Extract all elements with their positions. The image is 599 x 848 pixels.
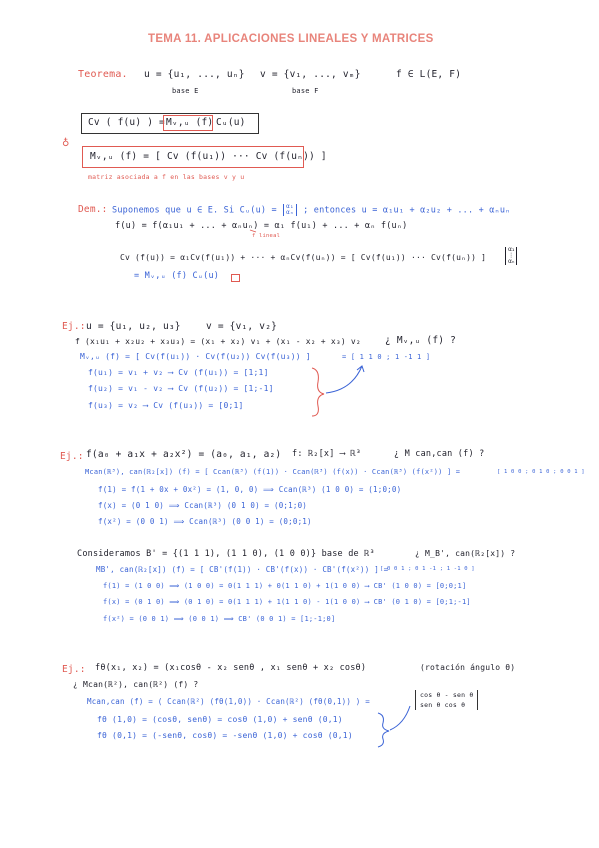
base-f-label: base F: [292, 87, 319, 95]
ej3-r2: fθ (0,1) = (-senθ, cosθ) = -senθ (1,0) + cosθ (0,1): [97, 731, 353, 740]
demo-vec-top: α₁: [286, 203, 294, 210]
ej1-f-def: f (x₁u₁ + x₂u₂ + x₃u₃) = (x₁ + x₂) v₁ + (x₁ - x₂ + x₃) v₂: [75, 337, 361, 346]
teorema-f-def: f ∈ L(E, F): [396, 69, 462, 80]
demo-line3-vec-bot: αₙ: [508, 258, 515, 265]
demo-line1-b: ; entonces u = α₁u₁ + α₂u₂ + ... + αₙuₙ: [303, 205, 511, 216]
ej1-m-result: = [ 1 1 0 ; 1 -1 1 ]: [342, 353, 431, 361]
ej1-r3: f(u₃) = v₂ ⟶ Cv (f(u₃)) = [0;1]: [88, 401, 244, 410]
ej1-label: Ej.:: [62, 321, 86, 332]
theorem-eq2: Mᵥ,ᵤ (f) = [ Cv (f(u₁)) ··· Cv (f(uₙ)) ]: [90, 151, 327, 162]
ej1-arrow: [326, 366, 362, 393]
ej2-r2: f(x) = (0 1 0) ⟹ Ccan(ℝ³) (0 1 0) = (0;1;0): [98, 501, 307, 510]
ej2-f-map: f: ℝ₂[x] ⟶ ℝ³: [292, 449, 362, 459]
theorem-eq1-left: Cv ( f(u) ) =: [88, 117, 165, 128]
demo-line3-vec-top: α₁: [508, 246, 515, 253]
ej2-s3: f(x²) = (0 0 1) ⟹ (0 0 1) ⟹ CB' (0 0 1) = [1;-1;0]: [103, 615, 336, 623]
demo-line3: Cv (f(u)) = α₁Cv(f(u₁)) + ··· + αₙCv(f(uₙ)) = [ Cv(f(u₁)) ··· Cv(f(uₙ)) ]: [120, 253, 487, 262]
ej3-m-line: Mcan,can (f) = ( Ccan(ℝ²) (fθ(1,0)) · Ccan(ℝ²) (fθ(0,1)) ) =: [87, 697, 370, 706]
page-title: TEMA 11. APLICACIONES LINEALES Y MATRICES: [148, 33, 434, 45]
teorema-label: Teorema.: [78, 69, 128, 80]
ej2-consider: Consideramos B' = {(1 1 1), (1 1 0), (1 0 0)} base de ℝ³: [77, 549, 375, 559]
ej2-r1: f(1) = f(1 + 0x + 0x²) = (1, 0, 0) ⟹ Ccan(ℝ³) (1 0 0) = (1;0;0): [98, 485, 402, 494]
ej1-u-def: u = {u₁, u₂, u₃}: [86, 321, 181, 332]
demo-line2: f(u) = f(α₁u₁ + ... + αₙuₙ) = α₁ f(u₁) + ... + αₙ f(uₙ): [115, 221, 408, 231]
ej1-r1: f(u₁) = v₁ + v₂ ⟶ Cv (f(u₁)) = [1;1]: [88, 368, 269, 377]
ej2-f-def: f(a₀ + a₁x + a₂x²) = (a₀, a₁, a₂): [86, 449, 282, 460]
ej2-r3: f(x²) = (0 0 1) ⟹ Ccan(ℝ³) (0 0 1) = (0;0;1): [98, 517, 312, 526]
ej3-matrix-row2: sen θ cos θ: [420, 701, 466, 709]
ej1-question: ¿ Mᵥ,ᵤ (f) ?: [385, 335, 457, 346]
ej3-brace: [378, 713, 389, 747]
demo-vec-bot: αₙ: [286, 209, 294, 216]
demo-line3-vector: α₁ ⋮ αₙ: [505, 247, 517, 265]
base-e-label: base E: [172, 87, 199, 95]
demo-note-mark: [250, 230, 256, 232]
ej2-s1: f(1) = (1 0 0) ⟹ (1 0 0) = 0(1 1 1) + 0(1 1 0) + 1(1 0 0) ⟶ CB' (1 0 0) = [0;0;1]: [103, 582, 467, 590]
theorem-eq2-caption: matriz asociada a f en las bases v y u: [88, 173, 245, 181]
ej3-question: ¿ Mcan(ℝ²), can(ℝ²) (f) ?: [73, 680, 199, 689]
ej2-consider-question: ¿ M_B', can(ℝ₂[x]) ?: [415, 549, 516, 558]
ej1-v-def: v = {v₁, v₂}: [206, 321, 278, 332]
demo-note: f lineal: [252, 233, 281, 239]
teorema-v-def: v = {v₁, ..., vₘ}: [260, 69, 361, 80]
ej3-note: (rotación ángulo θ): [420, 663, 516, 672]
ej2-m2-result: [ 0 0 1 ; 0 1 -1 ; 1 -1 0 ]: [380, 566, 475, 572]
ej3-matrix-row1: cos θ - sen θ: [420, 691, 474, 699]
theorem-eq1-matrix: Mᵥ,ᵤ (f): [166, 117, 214, 128]
teorema-u-def: u = {u₁, ..., uₙ}: [144, 69, 245, 80]
ej3-r1: fθ (1,0) = (cosθ, senθ) = cosθ (1,0) + senθ (0,1): [97, 715, 343, 724]
theorem-eq1-right: Cᵤ(u): [216, 117, 246, 128]
lightbulb-icon: ♁: [62, 138, 70, 149]
ej3-label: Ej.:: [62, 664, 86, 675]
ej1-r2: f(u₂) = v₁ - v₂ ⟶ Cv (f(u₂)) = [1;-1]: [88, 384, 274, 393]
ej3-arrow: [390, 706, 410, 730]
ej3-f-def: fθ(x₁, x₂) = (x₁cosθ - x₂ senθ , x₁ senθ + x₂ cosθ): [95, 663, 367, 673]
ej1-brace: [312, 368, 324, 416]
demo-label: Dem.:: [78, 204, 108, 215]
ej2-m-line: Mcan(ℝ³), can(ℝ₂[x]) (f) = [ Ccan(ℝ³) (f(1)) · Ccan(ℝ³) (f(x)) · Ccan(ℝ³) (f(x²)) ] =: [85, 468, 461, 476]
demo-line1-text: Suponemos que u ∈ E. Si Cᵤ(u) =: [112, 205, 277, 216]
demo-line4: = Mᵥ,ᵤ (f) Cᵤ(u): [134, 271, 220, 281]
ej2-label: Ej.:: [60, 451, 84, 462]
ej2-s2: f(x) = (0 1 0) ⟹ (0 1 0) = 0(1 1 1) + 1(1 1 0) - 1(1 0 0) ⟶ CB' (0 1 0) = [0;1;-1]: [103, 598, 471, 606]
ej2-m2-line: MB', can(ℝ₂[x]) (f) = [ CB'(f(1)) · CB'(f(x)) · CB'(f(x²)) ] =: [96, 565, 389, 574]
ej2-question: ¿ M can,can (f) ?: [394, 449, 485, 459]
ej1-m-line: Mᵥ,ᵤ (f) = [ Cv(f(u₁)) · Cv(f(u₂)) Cv(f(u₃)) ]: [80, 352, 311, 361]
ej2-m-result: [ 1 0 0 ; 0 1 0 ; 0 0 1 ]: [497, 469, 585, 475]
